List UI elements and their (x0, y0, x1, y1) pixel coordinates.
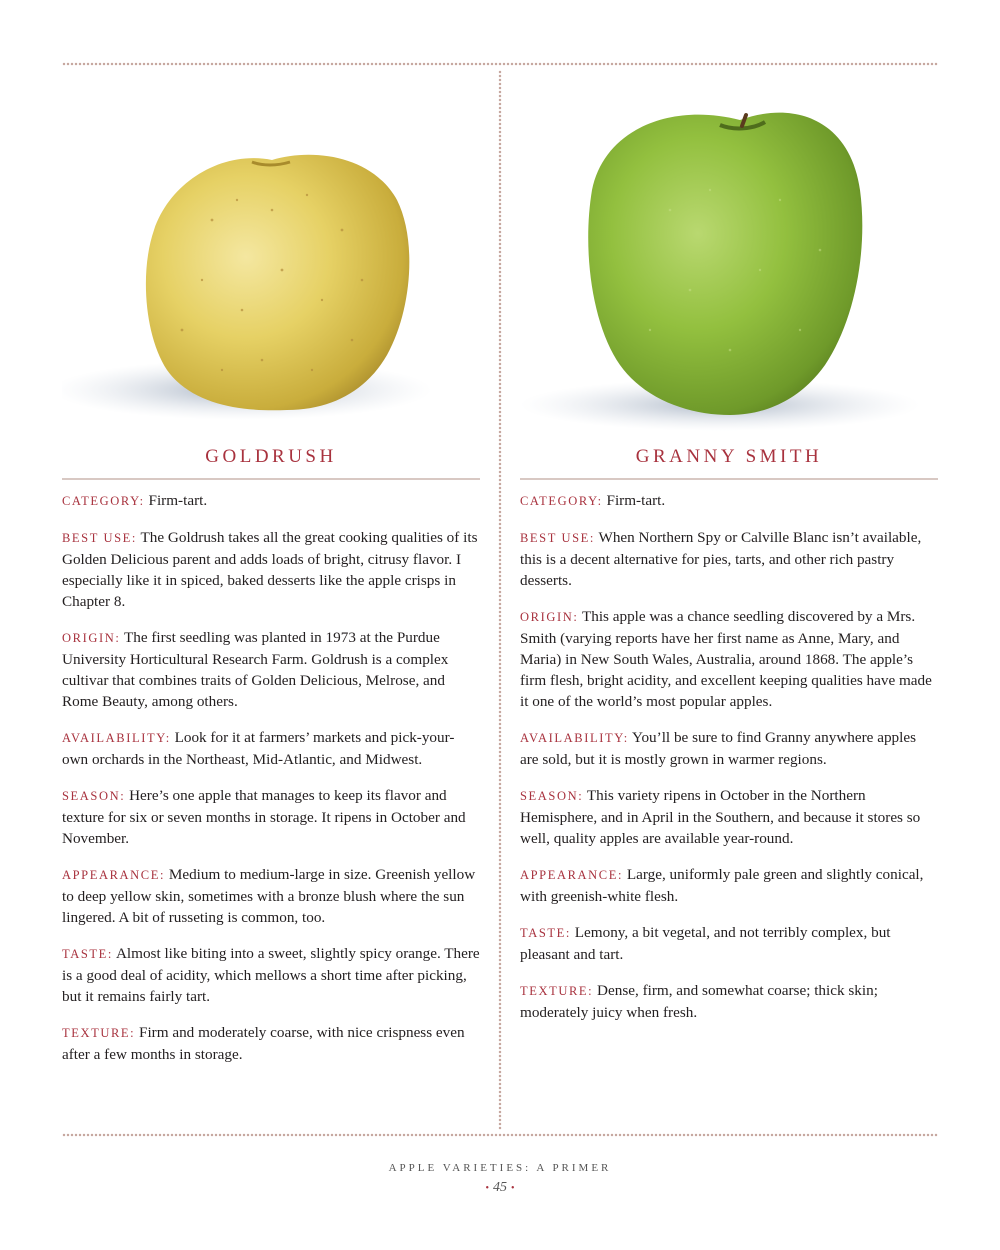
page-number: 45 (493, 1180, 507, 1195)
entry-text: Firm-tart. (606, 492, 666, 509)
goldrush-taste (62, 943, 480, 1007)
entry-label: CATEGORY: (520, 494, 603, 508)
goldrush-category (62, 490, 480, 512)
goldrush-appearance (62, 864, 480, 928)
entry-text: Look for it at farmers’ markets and pick-your-own orchards in the Northeast, Mid-Atlantic, and Midwest. (62, 729, 455, 768)
center-dotted-divider (498, 70, 502, 1130)
entry-text: The Goldrush takes all the great cooking qualities of its Golden Delicious parent and adds loads of bright, citrusy flavor. I especially like it in spiced, baked desserts like the apple crisps in Chapter 8. (62, 529, 478, 610)
goldrush-availability (62, 727, 480, 770)
entry-text: Medium to medium-large in size. Greenish yellow to deep yellow skin, sometimes with a bronze blush where the sun lingered. A bit of russeting is common, too. (62, 866, 476, 926)
goldrush-season (62, 785, 480, 849)
entry-text: You’ll be sure to find Granny anywhere apples are sold, but it is mostly grown in warmer regions. (520, 729, 917, 768)
goldrush-title: GOLDRUSH (205, 446, 337, 467)
entry-label: TASTE: (62, 947, 113, 961)
goldrush-origin (62, 627, 480, 712)
granny-smith-entries (520, 490, 938, 1023)
goldrush-entries (62, 490, 480, 1065)
granny-smith-appearance (520, 864, 938, 907)
entry-label: BEST USE: (62, 531, 137, 545)
entry-label: ORIGIN: (62, 631, 121, 645)
entry-text: The first seedling was planted in 1973 at the Purdue University Horticultural Research Farm. Goldrush is a complex cultivar that combines traits of Golden Delicious, Melrose, and Rome Beauty, among others. (62, 629, 449, 710)
goldrush-column (62, 70, 480, 1080)
goldrush-apple-photo (62, 70, 480, 440)
entry-label: TEXTURE: (520, 984, 594, 998)
entry-text: This variety ripens in October in the Northern Hemisphere, and in April in the Southern, and because it stores so well, quality apples are available year-round. (520, 787, 921, 847)
entry-label: TEXTURE: (62, 1026, 136, 1040)
entry-text: When Northern Spy or Calville Blanc isn’t available, this is a decent alternative for pies, tarts, and other rich pastry desserts. (520, 529, 922, 589)
bottom-dotted-rule (62, 1133, 938, 1137)
granny-smith-title: GRANNY SMITH (635, 446, 823, 467)
goldrush-title-rule (62, 478, 480, 480)
entry-text: Firm-tart. (148, 492, 208, 509)
granny-smith-taste (520, 922, 938, 965)
granny-smith-column (520, 70, 938, 1038)
entry-label: SEASON: (62, 789, 126, 803)
entry-text: Firm and moderately coarse, with nice crispness even after a few months in storage. (62, 1024, 465, 1063)
entry-text: Almost like biting into a sweet, slightly spicy orange. There is a good deal of acidity, which mellows a short time after picking, but it remains fairly tart. (62, 945, 480, 1005)
entry-label: ORIGIN: (520, 610, 579, 624)
running-title: APPLE VARIETIES: A PRIMER (388, 1162, 612, 1174)
top-dotted-rule (62, 62, 938, 66)
entry-text: Lemony, a bit vegetal, and not terribly complex, but pleasant and tart. (520, 924, 891, 963)
goldrush-best-use (62, 527, 480, 612)
ornament-dot-icon: • (511, 1183, 515, 1194)
entry-label: CATEGORY: (62, 494, 145, 508)
entry-label: AVAILABILITY: (520, 731, 629, 745)
granny-smith-category (520, 490, 938, 512)
granny-smith-availability (520, 727, 938, 770)
granny-smith-best-use (520, 527, 938, 591)
entry-label: APPEARANCE: (520, 868, 624, 882)
entry-text: Large, uniformly pale green and slightly conical, with greenish-white flesh. (520, 866, 924, 905)
granny-smith-season (520, 785, 938, 849)
granny-smith-texture (520, 980, 938, 1023)
page-number-block (0, 1180, 1000, 1196)
entry-label: SEASON: (520, 789, 584, 803)
entry-label: BEST USE: (520, 531, 595, 545)
entry-text: This apple was a chance seedling discovered by a Mrs. Smith (varying reports have her first name as Anne, Mary, and Maria) in New South Wales, Australia, around 1868. The apple’s firm flesh, bright acidity, and excellent keeping qualities have made it one of the world’s most popular apples. (520, 608, 932, 710)
granny-smith-title-rule (520, 478, 938, 480)
granny-smith-origin (520, 606, 938, 712)
entry-label: AVAILABILITY: (62, 731, 171, 745)
granny-smith-apple-photo (520, 70, 938, 440)
ornament-dot-icon: • (485, 1183, 489, 1194)
entry-text: Here’s one apple that manages to keep its flavor and texture for six or seven months in storage. It ripens in October and November. (62, 787, 466, 847)
entry-label: TASTE: (520, 926, 571, 940)
entry-label: APPEARANCE: (62, 868, 166, 882)
goldrush-texture (62, 1022, 480, 1065)
entry-text: Dense, firm, and somewhat coarse; thick skin; moderately juicy when fresh. (520, 982, 878, 1021)
